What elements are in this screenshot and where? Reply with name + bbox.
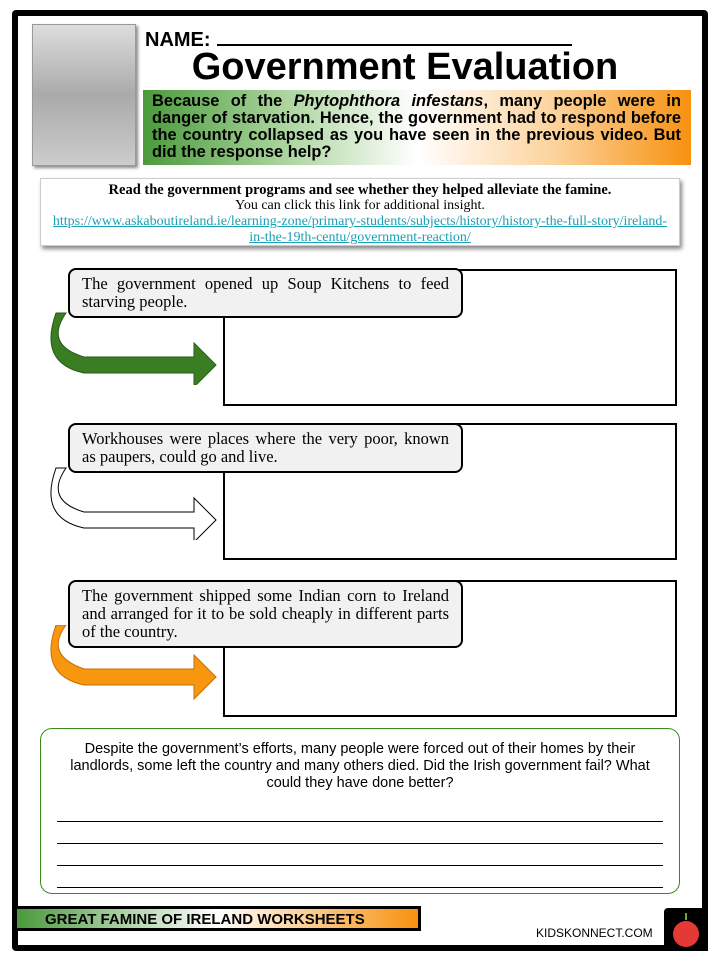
writing-line[interactable] — [57, 844, 663, 866]
name-line[interactable] — [217, 28, 572, 46]
reflection-question: Despite the government’s efforts, many people were forced out of their homes by their landlords, some left the country and many others died. Did the Irish government fail? What could they have done better? — [70, 741, 650, 791]
instructions-box — [40, 178, 680, 246]
resource-link[interactable]: https://www.askaboutireland.ie/learning-zone/primary-students/subjects/history/history-the-full-story/ireland-in-the-19th-centu/government-reaction/ — [52, 214, 668, 245]
site-name: KIDSKONNECT.COM — [536, 926, 653, 940]
name-field[interactable]: NAME: — [145, 28, 572, 52]
instruction: Read the government programs and see whether they helped alleviate the famine. — [108, 182, 612, 198]
instruction-sub: You can click this link for additional insight. — [235, 198, 485, 213]
famine-illustration — [32, 24, 136, 166]
intro-text: Because of the Phytophthora infestans, many people were in danger of starvation. Hence, the government had to respond before the country collapsed as you have seen in the previous video. But did the response help? — [143, 90, 691, 165]
reflection-box — [40, 728, 680, 894]
program-callout-3: The government shipped some Indian corn to Ireland and arranged for it to be sold cheaply in different parts of the country. — [68, 580, 463, 648]
footer-banner: GREAT FAMINE OF IRELAND WORKSHEETS — [14, 906, 421, 931]
page-title: Government Evaluation — [191, 46, 619, 88]
program-callout-1: The government opened up Soup Kitchens to feed starving people. — [68, 268, 463, 318]
program-callout-2: Workhouses were places where the very poor, known as paupers, could go and live. — [68, 423, 463, 473]
writing-line[interactable] — [57, 822, 663, 844]
writing-line[interactable] — [57, 866, 663, 888]
apple-icon — [664, 908, 708, 951]
writing-line[interactable] — [57, 800, 663, 822]
logo — [664, 908, 708, 951]
